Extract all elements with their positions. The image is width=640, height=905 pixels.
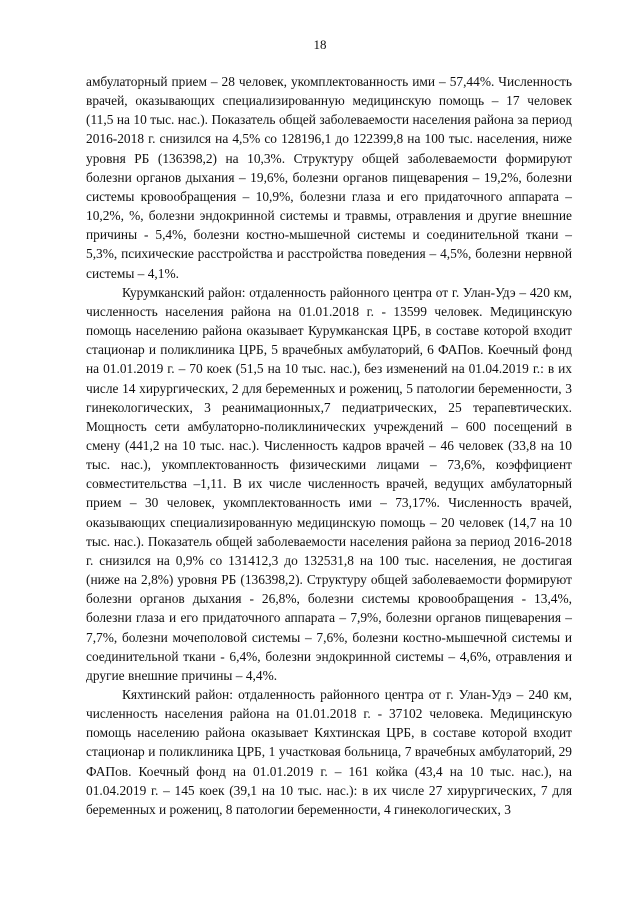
page-number: 18: [313, 37, 327, 52]
paragraph-kurumkansky-district: Курумканский район: отдаленность районного центра от г. Улан-Удэ – 420 км, численность населения района на 01.01.2018 г. - 13599 человек. Медицинскую помощь населению района оказывает Курумканская ЦРБ, в составе которой входит стационар и поликлиника ЦРБ, 5 врачебных амбулаторий, 6 ФАПов. Коечный фонд на 01.01.2019 г. – 70 коек (51,5 на 10 тыс. нас.), без изменений на 01.04.2019 г.: в их числе 14 хирургических, 2 для беременных и рожениц, 5 патологии беременности, 3 гинекологических, 3 реанимационных,7 педиатрических, 25 терапевтических. Мощность сети амбулаторно-поликлинических учреждений – 600 посещений в смену (441,2 на 10 тыс. нас.). Численность кадров врачей – 46 человек (33,8 на 10 тыс. нас.), укомплектованность физическими лицами – 73,6%, коэффициент совместительства –1,11. В их числе численность врачей, ведущих амбулаторный прием – 30 человек, укомплектованность ими – 73,17%. Численность врачей, оказывающих специализированную медицинскую помощь – 20 человек (14,7 на 10 тыс. нас.). Показатель общей заболеваемости населения района за период 2016-2018 г. снизился на 0,9% со 131412,3 до 132531,8 на 100 тыс. населения, не достигая (ниже на 2,8%) уровня РБ (136398,2). Структуру общей заболеваемости формируют болезни органов дыхания - 26,8%, болезни системы кровообращения - 13,4%, болезни глаза и его придаточного аппарата – 7,9%, болезни органов пищеварения – 7,7%, болезни мочеполовой системы – 7,6%, болезни костно-мышечной системы и соединительной ткани - 6,4%, болезни эндокринной системы – 4,6%, отравления и другие внешние причины – 4,4%.: [86, 284, 572, 683]
body-text: [86, 72, 572, 819]
paragraph-continuation: амбулаторный прием – 28 человек, укомплектованность ими – 57,44%. Численность врачей, оказывающих специализированную медицинскую помощь – 17 человек (11,5 на 10 тыс. нас.). Показатель общей заболеваемости населения района за период 2016-2018 г. снизился на 4,5% со 128196,1 до 122399,8 на 100 тыс. населения, ниже уровня РБ (136398,2) на 10,3%. Структуру общей заболеваемости формируют болезни органов дыхания – 19,6%, болезни органов пищеварения – 19,2%, болезни системы кровообращения – 10,9%, болезни глаза и его придаточного аппарата – 10,2%, %, болезни эндокринной системы и травмы, отравления и другие внешние причины - 5,4%, болезни костно-мышечной системы и соединительной ткани – 5,3%, психические расстройства и расстройства поведения – 4,5%, болезни нервной системы – 4,1%.: [86, 74, 572, 281]
paragraph-kyakhtinsky-district: Кяхтинский район: отдаленность районного центра от г. Улан-Удэ – 240 км, численность населения района на 01.01.2018 г. - 37102 человека. Медицинскую помощь населению района оказывает Кяхтинская ЦРБ, в составе которой входит стационар и поликлиника ЦРБ, 1 участковая больница, 7 врачебных амбулаторий, 29 ФАПов. Коечный фонд на 01.01.2019 г. – 161 койка (43,4 на 10 тыс. нас.), на 01.04.2019 г. – 145 коек (39,1 на 10 тыс. нас.): в их числе 27 хирургических, 7 для беременных и рожениц, 8 патологии беременности, 4 гинекологических, 3: [86, 687, 572, 817]
